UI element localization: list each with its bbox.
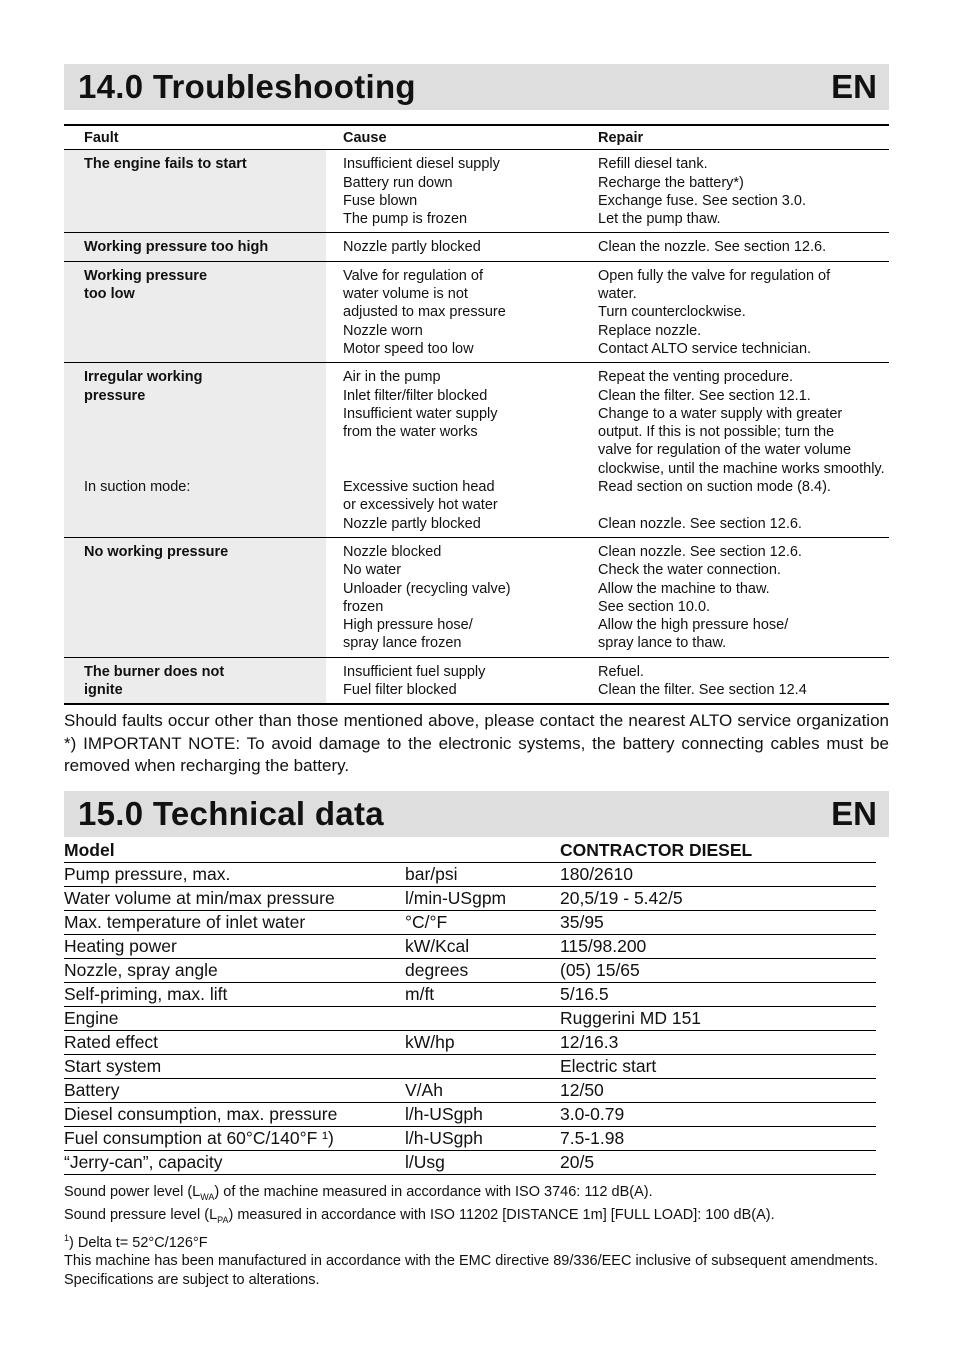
repair-line: spray lance to thaw.: [598, 635, 727, 652]
repair-line: Clean nozzle. See section 12.6.: [598, 515, 802, 532]
sound-pressure-text-end: ) measured in accordance with ISO 11202 [DISTANCE 1m] [FULL LOAD]: 100 dB(A).: [228, 1207, 775, 1223]
cause-line: Insufficient diesel supply: [343, 156, 500, 173]
cause-line: High pressure hose/: [343, 617, 473, 634]
fault-line: Irregular working: [84, 369, 203, 386]
troubleshooting-rows: [64, 150, 889, 705]
spec-unit: degrees: [405, 958, 560, 982]
fault-cell: [64, 150, 327, 233]
spec-key: Nozzle, spray angle: [64, 958, 405, 982]
cause-line: Nozzle partly blocked: [343, 239, 481, 256]
spec-value: 180/2610: [560, 862, 876, 886]
delta-note: [64, 1229, 889, 1252]
repair-line: Let the pump thaw.: [598, 211, 721, 228]
spec-key: Max. temperature of inlet water: [64, 910, 405, 934]
repair-line: Clean nozzle. See section 12.6.: [598, 543, 802, 560]
spec-value: 12/50: [560, 1078, 876, 1102]
table-row: [64, 363, 889, 538]
fault-header: Fault: [64, 125, 327, 150]
spec-key: Engine: [64, 1006, 405, 1030]
cause-cell: [327, 363, 583, 538]
spec-unit: V/Ah: [405, 1078, 560, 1102]
repair-line: Open fully the valve for regulation of: [598, 267, 831, 284]
spec-row: [64, 1126, 876, 1150]
spec-key: Self-priming, max. lift: [64, 982, 405, 1006]
repair-line: Refill diesel tank.: [598, 156, 708, 173]
model-value: CONTRACTOR DIESEL: [560, 839, 876, 863]
cause-header: Cause: [327, 125, 583, 150]
delta-sup: 1: [64, 1233, 70, 1244]
table-row: [64, 261, 889, 362]
spec-key: Pump pressure, max.: [64, 862, 405, 886]
delta-text: ) Delta t= 52°C/126°F: [69, 1235, 208, 1252]
model-row: [64, 839, 876, 863]
cause-line: Nozzle blocked: [343, 543, 442, 560]
spec-row: [64, 1006, 876, 1030]
cause-line: Insufficient fuel supply: [343, 663, 486, 680]
spec-row: [64, 958, 876, 982]
spec-row: [64, 1054, 876, 1078]
spec-row: [64, 1078, 876, 1102]
emc-note: This machine has been manufactured in accordance with the EMC directive 89/336/EEC inclusive of subsequent amendments.: [64, 1253, 879, 1270]
spec-value: 115/98.200: [560, 934, 876, 958]
repair-line: valve for regulation of the water volume: [598, 442, 852, 459]
table-header-row: [64, 125, 889, 150]
cause-line: No water: [343, 562, 402, 579]
fault-subline: In suction mode:: [84, 479, 191, 496]
spec-key: Battery: [64, 1078, 405, 1102]
spec-key: Rated effect: [64, 1030, 405, 1054]
service-note: Should faults occur other than those mentioned above, please contact the nearest ALTO service organization *) IMPORTANT NOTE: To avoid damage to the electronic systems, the battery connecting cables must be removed when recharging the battery.: [64, 711, 889, 776]
technical-footnotes: [64, 1183, 889, 1289]
repair-line: Turn counterclockwise.: [598, 304, 746, 321]
spec-row: [64, 886, 876, 910]
spec-unit: kW/hp: [405, 1030, 560, 1054]
spec-unit: °C/°F: [405, 910, 560, 934]
sound-power-note: [64, 1183, 889, 1206]
cause-cell: [327, 150, 583, 233]
repair-line: Repeat the venting procedure.: [598, 369, 794, 386]
repair-line: water.: [598, 286, 637, 303]
spec-unit: l/h-USgph: [405, 1102, 560, 1126]
spec-key: Water volume at min/max pressure: [64, 886, 405, 910]
cause-line: Inlet filter/filter blocked: [343, 387, 488, 404]
repair-cell: [582, 150, 889, 233]
cause-line: Valve for regulation of: [343, 267, 483, 284]
repair-cell: [582, 233, 889, 261]
spec-key: Start system: [64, 1054, 405, 1078]
cause-line: Excessive suction head: [343, 479, 495, 496]
model-label: Model: [64, 839, 405, 863]
troubleshooting-header: [64, 64, 889, 110]
spec-key: “Jerry-can”, capacity: [64, 1150, 405, 1174]
repair-line: Clean the nozzle. See section 12.6.: [598, 239, 827, 256]
repair-line: Read section on suction mode (8.4).: [598, 479, 831, 496]
technical-header: [64, 791, 889, 837]
repair-line: Contact ALTO service technician.: [598, 340, 812, 357]
cause-line: Nozzle partly blocked: [343, 515, 481, 532]
repair-line: Allow the high pressure hose/: [598, 617, 789, 634]
repair-cell: [582, 363, 889, 538]
spec-row: [64, 1030, 876, 1054]
spec-row: [64, 910, 876, 934]
repair-line: Clean the filter. See section 12.1.: [598, 387, 811, 404]
fault-line: pressure: [84, 387, 146, 404]
sound-pressure-note: [64, 1206, 889, 1229]
fault-line: The burner does not: [84, 663, 225, 680]
troubleshooting-table: [64, 124, 889, 705]
fault-cell: [64, 233, 327, 261]
spec-row: [64, 982, 876, 1006]
repair-line: Refuel.: [598, 663, 644, 680]
spec-unit: m/ft: [405, 982, 560, 1006]
spec-value: (05) 15/65: [560, 958, 876, 982]
table-row: [64, 657, 889, 704]
fault-cell: [64, 657, 327, 704]
fault-line: Working pressure too high: [84, 239, 269, 256]
repair-line: Allow the machine to thaw.: [598, 580, 770, 597]
spec-key: Fuel consumption at 60°C/140°F ¹): [64, 1126, 405, 1150]
cause-line: Unloader (recycling valve): [343, 580, 511, 597]
fault-line: Working pressure: [84, 267, 208, 284]
fault-line: The engine fails to start: [84, 156, 247, 173]
sound-pressure-sub: PA: [217, 1214, 229, 1225]
sound-power-text-end: ) of the machine measured in accordance with ISO 3746: 112 dB(A).: [214, 1183, 653, 1200]
repair-line: Change to a water supply with greater: [598, 405, 843, 422]
fault-line: ignite: [84, 682, 123, 699]
cause-line: spray lance frozen: [343, 635, 462, 652]
cause-cell: [327, 537, 583, 657]
technical-table: [64, 839, 876, 1175]
repair-line: [598, 496, 889, 514]
table-row: [64, 537, 889, 657]
technical-title: 15.0 Technical data: [78, 794, 384, 832]
cause-line: or excessively hot water: [343, 497, 498, 514]
cause-line: frozen: [343, 598, 384, 615]
cause-cell: [327, 261, 583, 362]
repair-cell: [582, 657, 889, 704]
spec-unit: kW/Kcal: [405, 934, 560, 958]
fault-line: No working pressure: [84, 543, 229, 560]
repair-line: Recharge the battery*): [598, 174, 744, 191]
table-row: [64, 233, 889, 261]
repair-line: Replace nozzle.: [598, 322, 702, 339]
spec-unit: bar/psi: [405, 862, 560, 886]
cause-line: Insufficient water supply: [343, 405, 498, 422]
cause-line: Air in the pump: [343, 369, 441, 386]
spec-key: Diesel consumption, max. pressure: [64, 1102, 405, 1126]
troubleshooting-title: 14.0 Troubleshooting: [78, 68, 416, 105]
manual-page: [64, 64, 889, 1289]
spec-unit: [405, 1006, 560, 1030]
repair-line: output. If this is not possible; turn the: [598, 424, 835, 441]
cause-line: Nozzle worn: [343, 322, 423, 339]
spec-row: [64, 934, 876, 958]
cause-line: water volume is not: [343, 286, 468, 303]
spec-value: Electric start: [560, 1054, 876, 1078]
cause-cell: [327, 233, 583, 261]
repair-header: Repair: [582, 125, 889, 150]
sound-pressure-text: Sound pressure level (L: [64, 1207, 218, 1223]
sound-power-sub: WA: [200, 1191, 215, 1202]
cause-line: Fuel filter blocked: [343, 682, 457, 699]
language-code: EN: [831, 68, 877, 105]
cause-line: Motor speed too low: [343, 340, 474, 357]
spec-note: Specifications are subject to alterations.: [64, 1271, 320, 1288]
table-row: [64, 150, 889, 233]
model-unit: [405, 839, 560, 863]
cause-line: from the water works: [343, 424, 478, 441]
sound-power-text: Sound power level (L: [64, 1183, 201, 1200]
spec-unit: [405, 1054, 560, 1078]
cause-cell: [327, 657, 583, 704]
repair-cell: [582, 537, 889, 657]
fault-line: too low: [84, 286, 135, 303]
spec-key: Heating power: [64, 934, 405, 958]
fault-cell: [64, 261, 327, 362]
spec-unit: l/min-USgpm: [405, 886, 560, 910]
spec-value: 12/16.3: [560, 1030, 876, 1054]
spec-value: 3.0-0.79: [560, 1102, 876, 1126]
spec-row: [64, 862, 876, 886]
cause-line: Battery run down: [343, 174, 453, 191]
cause-line: The pump is frozen: [343, 211, 468, 228]
repair-line: Clean the filter. See section 12.4: [598, 682, 807, 699]
spec-value: Ruggerini MD 151: [560, 1006, 876, 1030]
repair-line: clockwise, until the machine works smoothly.: [598, 460, 885, 477]
spec-value: 5/16.5: [560, 982, 876, 1006]
repair-line: See section 10.0.: [598, 598, 711, 615]
spec-unit: l/h-USgph: [405, 1126, 560, 1150]
repair-line: Exchange fuse. See section 3.0.: [598, 192, 806, 209]
language-code: EN: [831, 794, 877, 832]
repair-cell: [582, 261, 889, 362]
repair-line: Check the water connection.: [598, 562, 781, 579]
spec-unit: l/Usg: [405, 1150, 560, 1174]
cause-line: adjusted to max pressure: [343, 304, 506, 321]
spec-value: 35/95: [560, 910, 876, 934]
fault-cell: [64, 537, 327, 657]
cause-line: Fuse blown: [343, 192, 418, 209]
spec-value: 20,5/19 - 5.42/5: [560, 886, 876, 910]
spec-row: [64, 1150, 876, 1174]
spec-value: 20/5: [560, 1150, 876, 1174]
spec-value: 7.5-1.98: [560, 1126, 876, 1150]
fault-cell: [64, 363, 327, 538]
spec-row: [64, 1102, 876, 1126]
